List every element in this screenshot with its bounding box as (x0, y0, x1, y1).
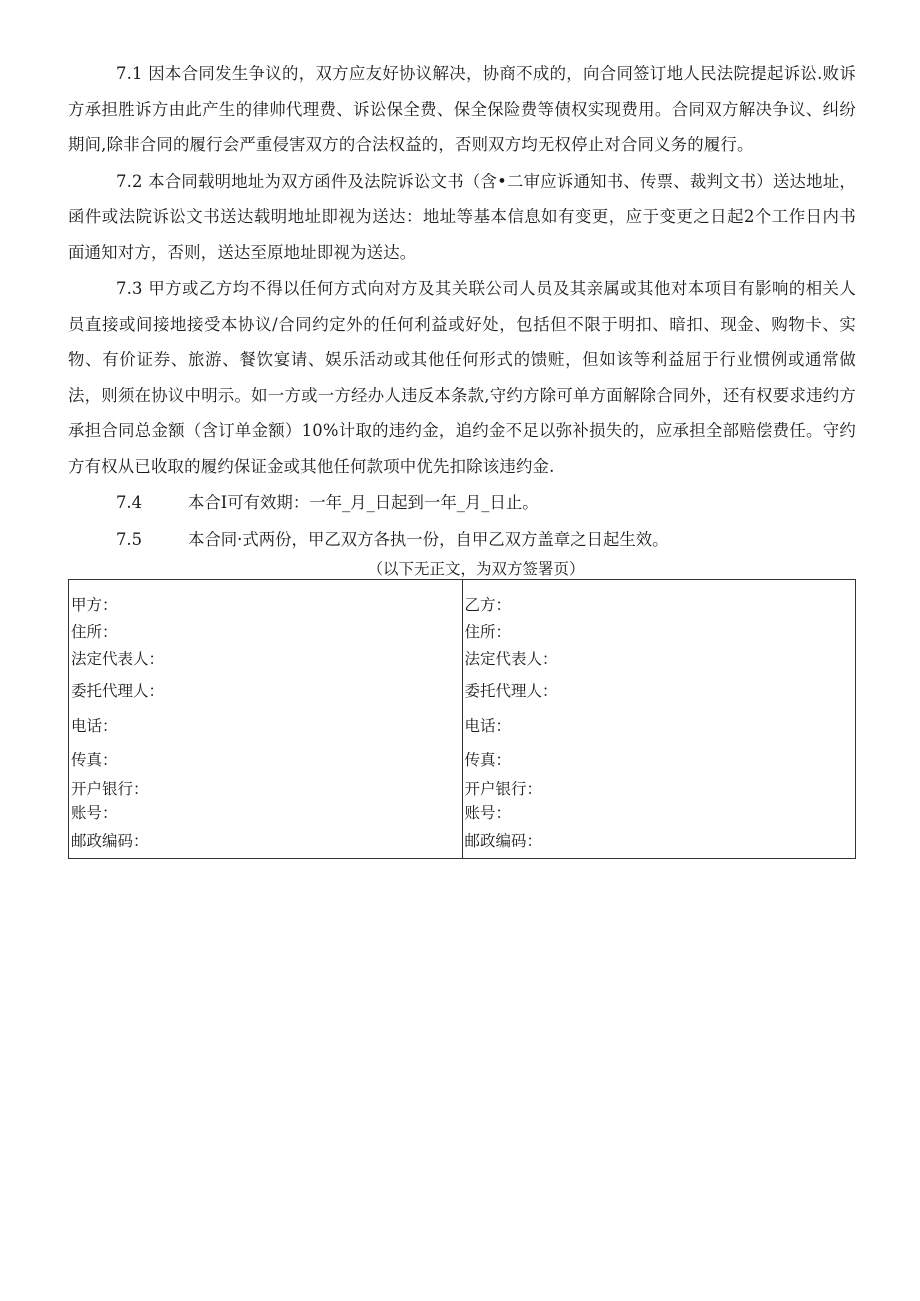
clause-text: 本合同·式两份，甲乙双方各执一份，自甲乙双方盖章之日起生效。 (188, 529, 669, 549)
signature-table (68, 579, 856, 859)
clause-7-2: 7.2 本合同载明地址为双方函件及法院诉讼文书（含•二审应诉通知书、传票、裁判文书）送达地址，函件或法院诉讼文书送达载明地址即视为送达：地址等基本信息如有变更，应于变更之日起2个工作日内书面通知对方，否则，送达至原地址即视为送达。 (68, 171, 856, 262)
party-a-bank: 开户银行： (71, 780, 149, 798)
clause-7-4 (68, 485, 856, 521)
signature-page-note: （以下无正文，为双方签署页） (367, 560, 585, 578)
clause-7-3: 7.3 甲方或乙方均不得以任何方式向对方及其关联公司人员及其亲属或其他对本项目有影响的相关人员直接或间接地接受本协议/合同约定外的任何利益或好处，包括但不限于明扣、暗扣、现金、购物卡、实物、有价证券、旅游、餐饮宴请、娱乐活动或其他任何形式的馈赃，但如该等利益屈于行业惯例或通常做法，则须在协议中明示。如一方或一方经办人违反本条款,守约方除可单方面解除合同外，还有权要求违约方承担合同总金额（含订单金额）10%计取的违约金，追约金不足以弥补损失的，应承担全部赔偿费任。守约方有权从已收取的履约保证金或其他任何款项中优先扣除该违约金. (68, 279, 856, 476)
clause-7-1: 7.1 因本合同发生争议的，双方应友好协议解决，协商不成的，向合同签订地人民法院提起诉讼.败诉方承担胜诉方由此产生的律帅代理费、诉讼保全费、保全保险费等债权实现费用。合同双方解决争议、纠纷期间,除非合同的履行会严重侵害双方的合法权益的，否则双方均无权停止对合同义务的履行。 (68, 64, 856, 154)
party-b-fax: 传真： (464, 751, 512, 769)
party-b-name: 乙方： (464, 596, 512, 614)
party-a-column (69, 580, 463, 859)
contract-page (68, 56, 856, 859)
party-a-postcode: 邮政编码： (71, 832, 149, 850)
party-a-agent: 委托代理人： (71, 682, 165, 700)
clause-number: 7.4 (116, 493, 143, 512)
party-b-bank: 开户银行： (464, 780, 543, 798)
party-b-legal-rep: 法定代表人： (464, 650, 558, 668)
party-b-phone: 电话： (464, 717, 512, 735)
party-b-agent: 委托代理人： (464, 682, 558, 700)
party-a-address: 住所： (71, 623, 118, 641)
party-b-address: 住所： (464, 623, 512, 641)
party-b-postcode: 邮政编码： (464, 832, 543, 850)
party-b-account: 账号： (464, 804, 512, 822)
party-b-column (462, 580, 856, 859)
clause-number: 7.5 (116, 529, 143, 549)
party-a-legal-rep: 法定代表人： (71, 650, 165, 668)
party-a-phone: 电话： (71, 717, 118, 735)
clause-text: 本合I可有效期：一年_月_日起到一年_月_日止。 (188, 493, 539, 512)
party-a-fax: 传真： (71, 751, 118, 769)
clause-7-5 (68, 522, 856, 558)
party-a-account: 账号： (71, 804, 118, 822)
party-a-name: 甲方： (71, 596, 118, 614)
